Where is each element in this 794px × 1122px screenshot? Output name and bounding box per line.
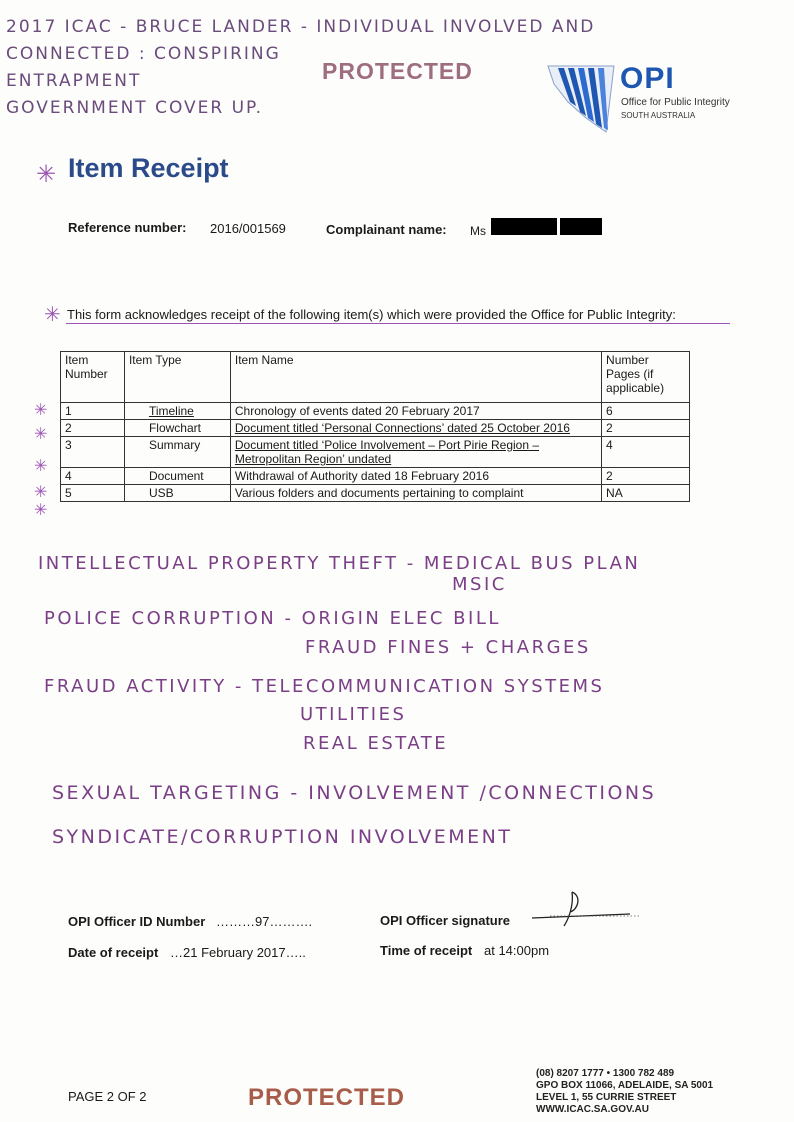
item-name: Chronology of events dated 20 February 2017	[230, 403, 601, 420]
opi-logo	[546, 62, 786, 152]
complainant-name-value: Ms	[470, 224, 486, 238]
asterisk-icon: ✳	[34, 502, 48, 519]
handwritten-note: POLICE CORRUPTION - ORIGIN ELEC BILL	[44, 608, 501, 629]
opi-name-line1: Office for Public Integrity	[621, 97, 730, 108]
table-header-row	[61, 352, 690, 403]
handwritten-line: GOVERNMENT COVER UP.	[6, 98, 264, 118]
underline-stroke	[66, 323, 730, 324]
opi-name	[621, 96, 791, 122]
item-pages: 6	[602, 403, 690, 420]
table-row	[61, 437, 690, 468]
item-number: 2	[61, 420, 125, 437]
handwritten-note: MSIC	[452, 574, 507, 595]
items-table	[60, 351, 690, 502]
column-header-item-number: Item Number	[61, 352, 125, 403]
opi-name-line2: SOUTH AUSTRALIA	[621, 111, 696, 120]
contact-details	[536, 1068, 736, 1116]
page-number: PAGE 2 OF 2	[68, 1089, 147, 1104]
time-of-receipt-label: Time of receipt	[380, 943, 473, 958]
officer-signature-label: OPI Officer signature	[380, 913, 511, 928]
item-number: 4	[61, 468, 125, 485]
asterisk-icon: ✳	[34, 484, 48, 501]
officer-id-value: ………97……….	[216, 914, 313, 929]
handwritten-note: SYNDICATE/CORRUPTION INVOLVEMENT	[52, 826, 513, 848]
column-header-item-type: Item Type	[124, 352, 230, 403]
handwritten-note: FRAUD ACTIVITY - TELECOMMUNICATION SYSTEMS	[44, 676, 605, 697]
contact-phone: (08) 8207 1777 • 1300 782 489	[536, 1068, 675, 1079]
contact-postal: GPO BOX 11066, ADELAIDE, SA 5001	[536, 1080, 714, 1091]
handwritten-line: 2017 ICAC - BRUCE LANDER - INDIVIDUAL INVOLVED AND	[6, 17, 596, 37]
item-name-text: Document titled ‘Personal Connections’ dated 25 October 2016	[234, 421, 570, 435]
item-number: 5	[61, 485, 125, 502]
reference-number-label: Reference number:	[68, 220, 187, 235]
protected-stamp-footer: PROTECTED	[248, 1084, 406, 1111]
reference-number-value: 2016/001569	[210, 221, 286, 236]
item-pages: 4	[602, 437, 690, 468]
item-type	[124, 403, 230, 420]
contact-website: WWW.ICAC.SA.GOV.AU	[536, 1104, 649, 1115]
column-header-item-name: Item Name	[230, 352, 601, 403]
acknowledgement-text: This form acknowledges receipt of the following item(s) which were provided the Office for Public Integrity:	[67, 307, 676, 322]
table-row	[61, 403, 690, 420]
item-number: 3	[61, 437, 125, 468]
officer-signature-icon	[520, 886, 650, 930]
item-number: 1	[61, 403, 125, 420]
contact-street: LEVEL 1, 55 CURRIE STREET	[536, 1092, 677, 1103]
item-type: USB	[124, 485, 230, 502]
sa-map-logo-icon	[546, 62, 616, 134]
handwritten-note: INTELLECTUAL PROPERTY THEFT - MEDICAL BUS PLAN	[38, 553, 641, 574]
item-name: Withdrawal of Authority dated 18 February 2016	[230, 468, 601, 485]
item-pages: 2	[602, 420, 690, 437]
handwritten-note: FRAUD FINES + CHARGES	[305, 637, 591, 658]
protected-stamp-top: PROTECTED	[322, 58, 473, 84]
handwritten-note: REAL ESTATE	[303, 733, 449, 754]
table-row	[61, 468, 690, 485]
table-row	[61, 485, 690, 502]
item-pages: NA	[602, 485, 690, 502]
item-name: Various folders and documents pertaining to complaint	[230, 485, 601, 502]
officer-id-label: OPI Officer ID Number	[68, 914, 206, 929]
item-type: Summary	[124, 437, 230, 468]
column-header-pages: Number Pages (if applicable)	[602, 352, 690, 403]
asterisk-icon: ✳	[36, 161, 57, 188]
item-type: Document	[124, 468, 230, 485]
item-name	[230, 420, 601, 437]
item-name	[230, 437, 601, 468]
asterisk-icon: ✳	[34, 402, 48, 419]
item-pages: 2	[602, 468, 690, 485]
opi-abbrev: OPI	[620, 62, 675, 95]
item-name-text: Document titled ‘Police Involvement – Port Pirie Region – Metropolitan Region’ undated	[234, 438, 540, 466]
handwritten-note: SEXUAL TARGETING - INVOLVEMENT /CONNECTIONS	[52, 782, 657, 804]
handwritten-note: UTILITIES	[300, 704, 407, 725]
redaction-bar	[560, 218, 602, 235]
item-type: Flowchart	[124, 420, 230, 437]
handwritten-line: CONNECTED : CONSPIRING	[6, 44, 281, 64]
time-of-receipt-value: at 14:00pm	[484, 943, 550, 958]
page-title: Item Receipt	[68, 153, 229, 183]
date-of-receipt-label: Date of receipt	[68, 945, 159, 960]
table-row	[61, 420, 690, 437]
asterisk-icon: ✳	[34, 458, 48, 475]
complainant-name-label: Complainant name:	[326, 222, 447, 237]
date-of-receipt-value: …21 February 2017…..	[170, 945, 306, 960]
asterisk-icon: ✳	[44, 304, 61, 326]
handwritten-line: ENTRAPMENT	[6, 71, 142, 91]
item-type-text: Timeline	[148, 404, 194, 418]
redaction-bar	[491, 218, 557, 235]
asterisk-icon: ✳	[34, 426, 48, 443]
